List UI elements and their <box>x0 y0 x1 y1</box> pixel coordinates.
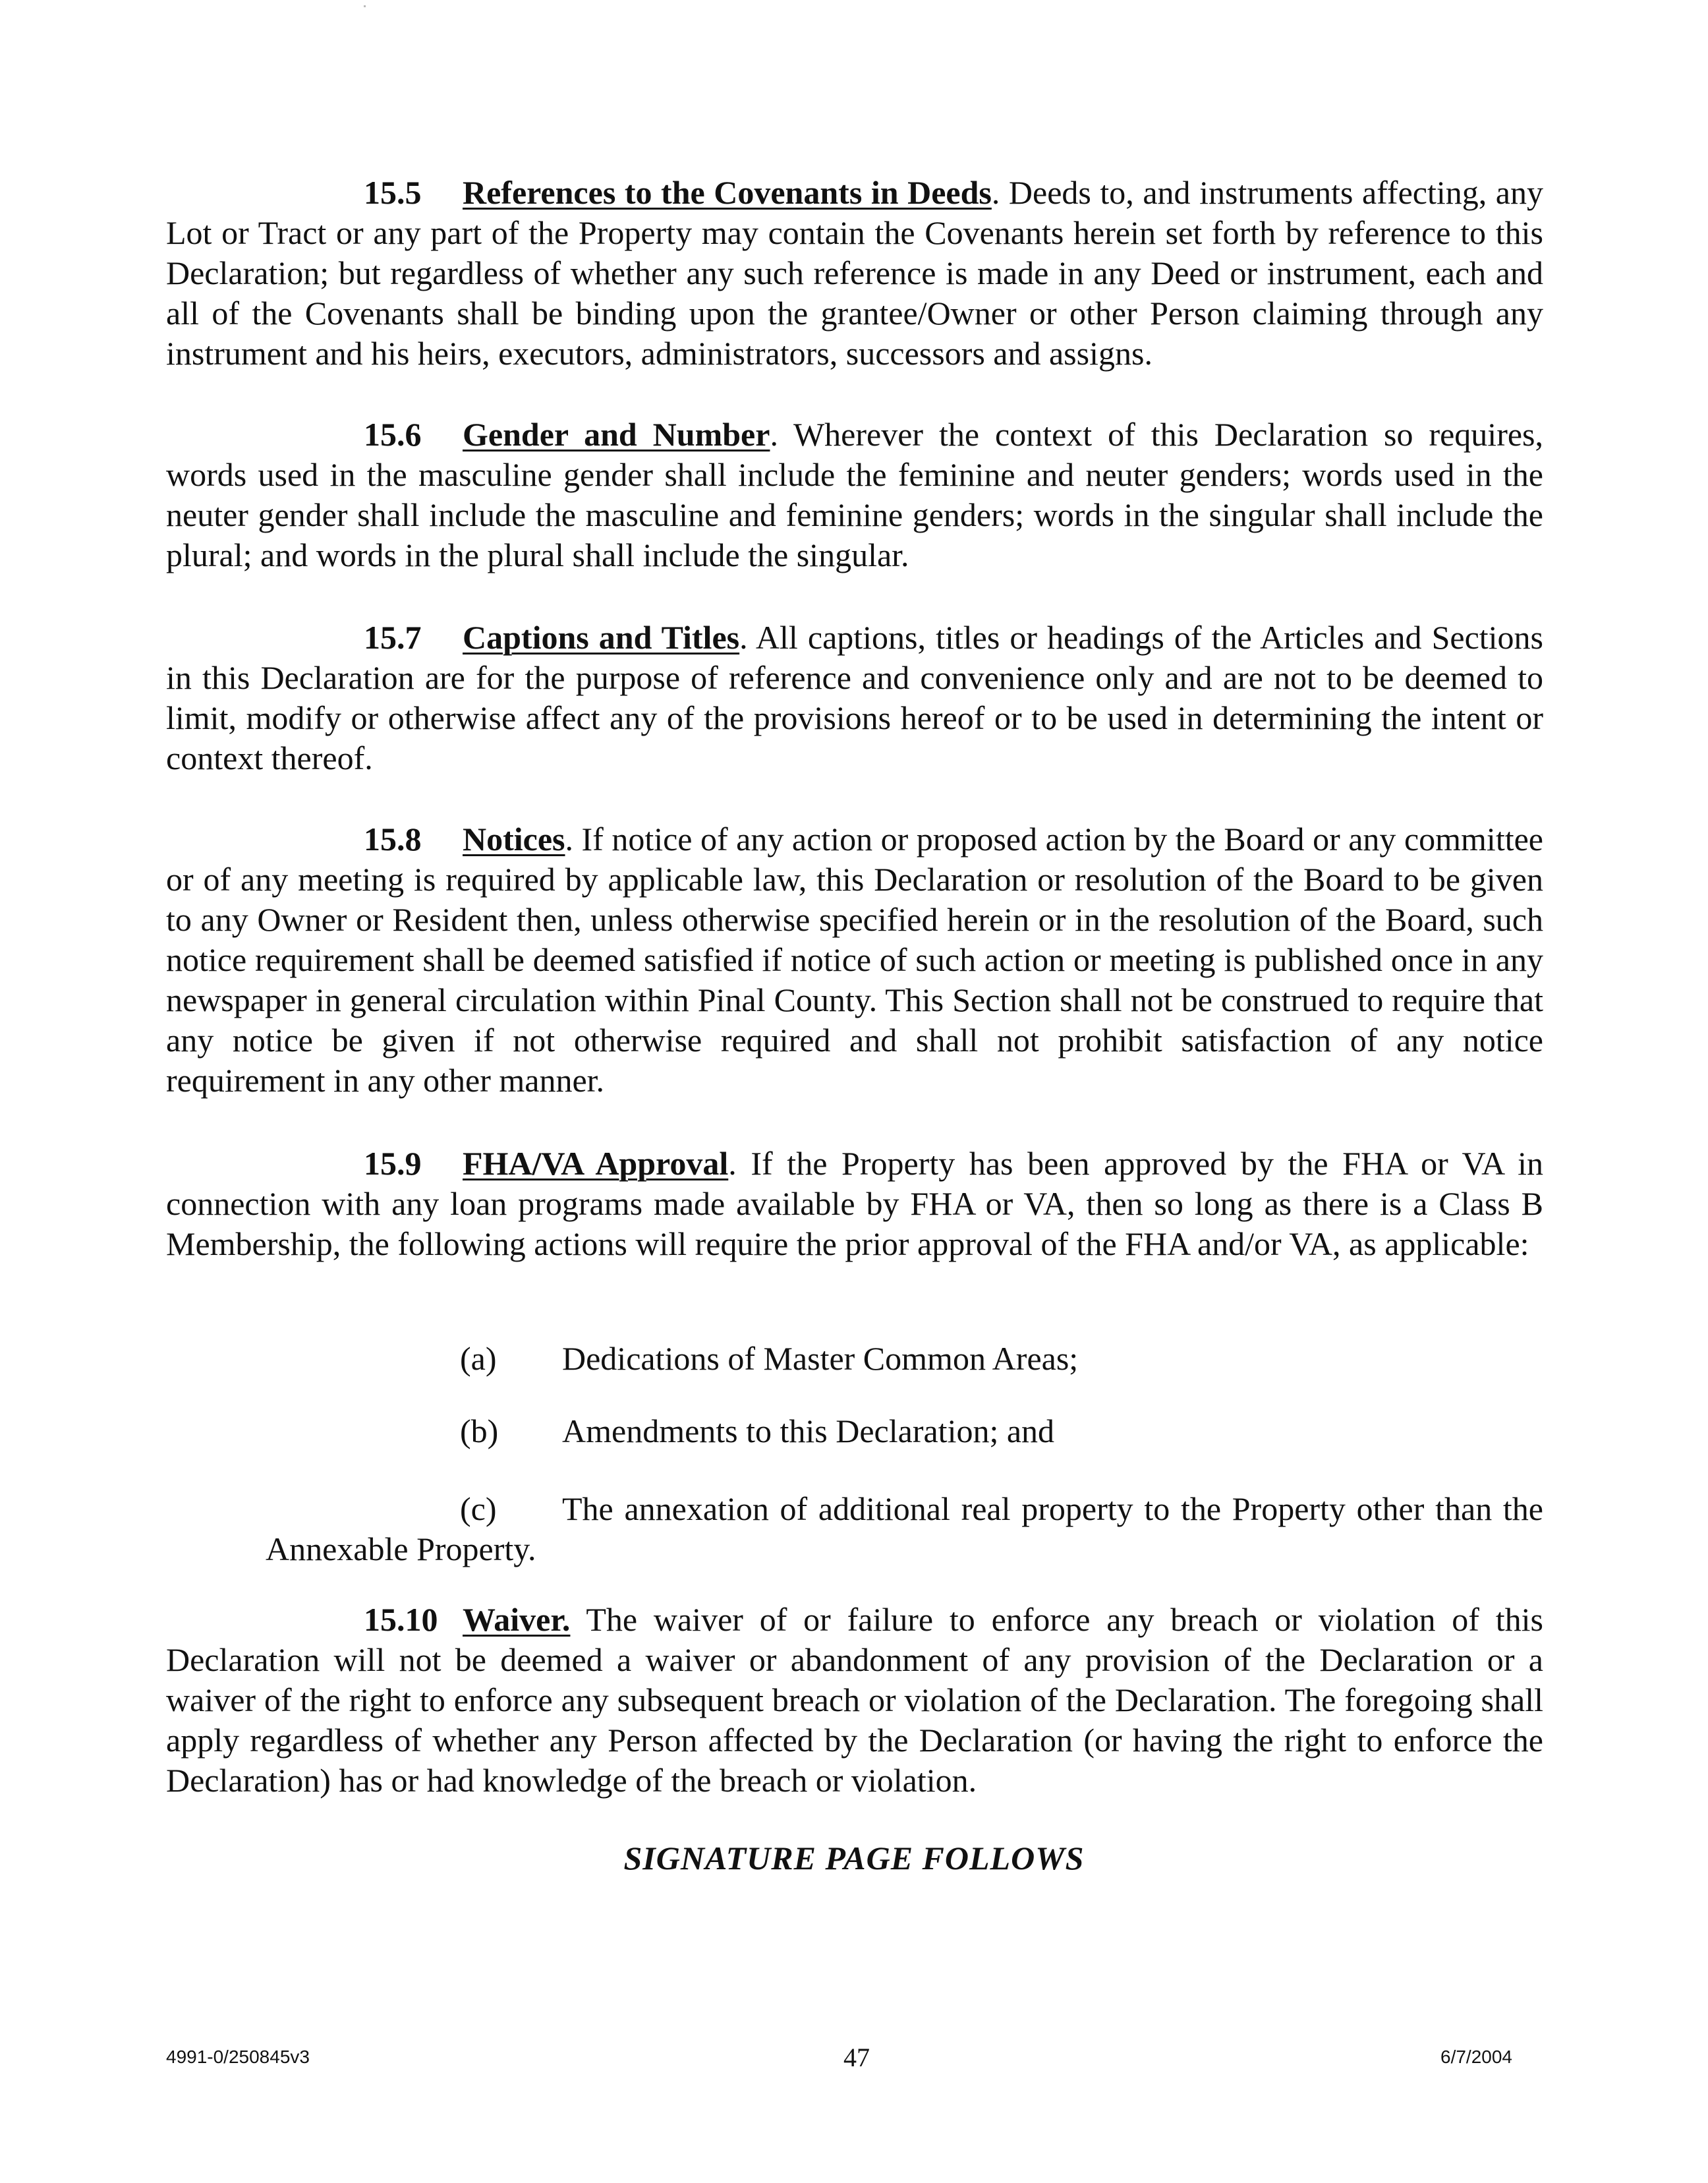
section-number: 15.10 <box>364 1601 438 1638</box>
section-body: . Wherever the context of this Declaration so requires, words used in the masculine gender shall include the feminine and neuter genders; words used in the neuter gender shall include the masculine and feminine genders; words in the singular shall include the plural; and words in the plural shall include the singular. <box>166 416 1543 573</box>
scan-speck <box>364 5 366 7</box>
signature-page-note: SIGNATURE PAGE FOLLOWS <box>623 1840 1085 1877</box>
list-label: (b) <box>460 1412 499 1449</box>
section-number: 15.5 <box>364 174 422 211</box>
section-body: . All captions, titles or headings of the Articles and Sections in this Declaration are for the purpose of reference and convenience only and are not to be deemed to limit, modify or otherwise affect any of the provisions hereof or to be used in determining the intent or context thereof. <box>166 619 1543 776</box>
list-item-a <box>0 1339 1708 1379</box>
section-number: 15.8 <box>364 821 422 858</box>
section-heading: References to the Covenants in Deeds <box>463 174 992 211</box>
section-heading: Captions and Titles <box>463 619 740 656</box>
list-item-c <box>266 1489 1543 1569</box>
section-heading: FHA/VA Approval <box>463 1145 729 1182</box>
section-15-8 <box>166 819 1543 1101</box>
footer-date: 6/7/2004 <box>1440 2047 1512 2067</box>
section-heading: Waiver. <box>463 1601 571 1638</box>
section-15-9 <box>166 1144 1543 1264</box>
section-number: 15.6 <box>364 416 422 453</box>
section-15-5 <box>166 173 1543 374</box>
list-text: The annexation of additional real property to the Property other than the Annexable Property. <box>266 1490 1543 1567</box>
section-number: 15.7 <box>364 619 422 656</box>
section-15-6 <box>166 415 1543 575</box>
section-15-10 <box>166 1600 1543 1801</box>
section-body: . If the Property has been approved by the FHA or VA in connection with any loan programs made available by FHA or VA, then so long as there is a Class B Membership, the following actions will require the prior approval of the FHA and/or VA, as applicable: <box>166 1145 1543 1262</box>
list-label: (a) <box>460 1340 497 1377</box>
footer-doc-id: 4991-0/250845v3 <box>166 2047 310 2067</box>
list-text: Amendments to this Declaration; and <box>562 1412 1055 1449</box>
section-15-7 <box>166 618 1543 778</box>
footer-page-number: 47 <box>843 2043 870 2072</box>
section-heading: Gender and Number <box>463 416 770 453</box>
section-body: . Deeds to, and instruments affecting, any Lot or Tract or any part of the Property may contain the Covenants herein set forth by reference to this Declaration; but regardless of whether any such reference is made in any Deed or instrument, each and all of the Covenants shall be binding upon the grantee/Owner or other Person claiming through any instrument and his heirs, executors, administrators, successors and assigns. <box>166 174 1543 372</box>
list-item-b <box>0 1411 1708 1451</box>
section-body: The waiver of or failure to enforce any breach or violation of this Declaration will not be deemed a waiver or abandonment of any provision of the Declaration or a waiver of the right to enforce any subsequent breach or violation of the Declaration. The foregoing shall apply regardless of whether any Person affected by the Declaration (or having the right to enforce the Declaration) has or had knowledge of the breach or violation. <box>166 1601 1543 1799</box>
section-heading: Notices <box>463 821 565 858</box>
list-text: Dedications of Master Common Areas; <box>562 1340 1079 1377</box>
section-body: . If notice of any action or proposed action by the Board or any committee or of any meeting is required by applicable law, this Declaration or resolution of the Board to be given to any Owner or Resident then, unless otherwise specified herein or in the resolution of the Board, such notice requirement shall be deemed satisfied if notice of such action or meeting is published once in any newspaper in general circulation within Pinal County. This Section shall not be construed to require that any notice be given if not otherwise required and shall not prohibit satisfaction of any notice requirement in any other manner. <box>166 821 1543 1099</box>
list-label: (c) <box>460 1490 497 1527</box>
section-number: 15.9 <box>364 1145 422 1182</box>
